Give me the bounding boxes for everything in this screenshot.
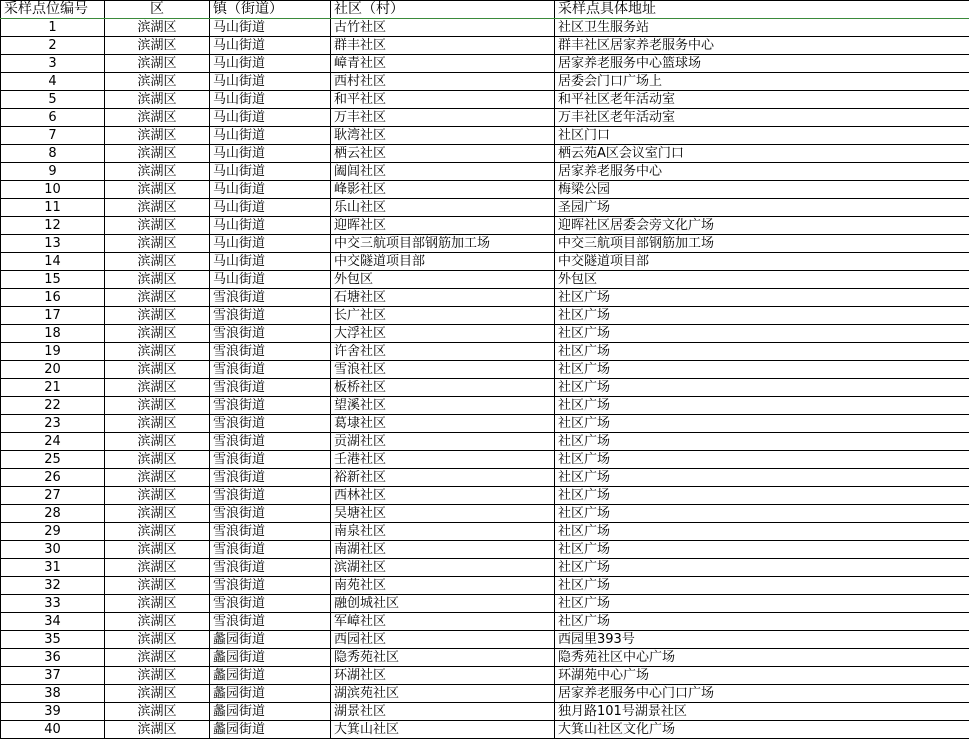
cell-town[interactable]: 马山街道 [210,109,331,127]
cell-district[interactable]: 滨湖区 [105,685,210,703]
cell-address[interactable]: 社区广场 [555,541,969,559]
cell-community[interactable]: 滨湖社区 [331,559,555,577]
cell-community[interactable]: 长广社区 [331,307,555,325]
cell-town[interactable]: 雪浪街道 [210,487,331,505]
table-row [1,649,969,667]
cell-address[interactable]: 隐秀苑社区中心广场 [555,649,969,667]
cell-district[interactable]: 滨湖区 [105,415,210,433]
cell-district[interactable]: 滨湖区 [105,613,210,631]
cell-community[interactable]: 湖滨苑社区 [331,685,555,703]
cell-town[interactable]: 雪浪街道 [210,595,331,613]
cell-point-id[interactable]: 34 [1,613,105,631]
cell-town[interactable]: 蠡园街道 [210,649,331,667]
header-town[interactable]: 镇（街道） [210,1,331,19]
cell-community[interactable]: 隐秀苑社区 [331,649,555,667]
cell-community[interactable]: 乐山社区 [331,199,555,217]
cell-address[interactable]: 西园里393号 [555,631,969,649]
cell-address[interactable]: 社区广场 [555,361,969,379]
cell-address[interactable]: 社区广场 [555,523,969,541]
cell-town[interactable]: 雪浪街道 [210,523,331,541]
table-row [1,487,969,505]
cell-point-id[interactable]: 8 [1,145,105,163]
cell-town[interactable]: 蠡园街道 [210,631,331,649]
cell-community[interactable]: 南湖社区 [331,541,555,559]
cell-address[interactable]: 社区广场 [555,325,969,343]
table-row [1,19,969,37]
cell-community[interactable]: 石塘社区 [331,289,555,307]
cell-town[interactable]: 雪浪街道 [210,613,331,631]
cell-community[interactable]: 吴塘社区 [331,505,555,523]
cell-town[interactable]: 雪浪街道 [210,433,331,451]
cell-address[interactable]: 栖云苑A区会议室门口 [555,145,969,163]
cell-point-id[interactable]: 31 [1,559,105,577]
table-row [1,397,969,415]
cell-district[interactable]: 滨湖区 [105,37,210,55]
cell-point-id[interactable]: 4 [1,73,105,91]
cell-point-id[interactable]: 36 [1,649,105,667]
cell-community[interactable]: 外包区 [331,271,555,289]
cell-community[interactable]: 中交隧道项目部 [331,253,555,271]
table-row [1,235,969,253]
cell-town[interactable]: 雪浪街道 [210,307,331,325]
cell-district[interactable]: 滨湖区 [105,325,210,343]
header-point-id[interactable]: 采样点位编号 [1,1,105,19]
cell-point-id[interactable]: 33 [1,595,105,613]
header-community[interactable]: 社区（村） [331,1,555,19]
table-row [1,181,969,199]
cell-town[interactable]: 马山街道 [210,235,331,253]
cell-point-id[interactable]: 40 [1,721,105,739]
cell-point-id[interactable]: 39 [1,703,105,721]
cell-address[interactable]: 群丰社区居家养老服务中心 [555,37,969,55]
cell-community[interactable]: 阖闾社区 [331,163,555,181]
cell-town[interactable]: 雪浪街道 [210,541,331,559]
cell-point-id[interactable]: 5 [1,91,105,109]
cell-point-id[interactable]: 27 [1,487,105,505]
cell-community[interactable]: 栖云社区 [331,145,555,163]
cell-town[interactable]: 蠡园街道 [210,667,331,685]
cell-community[interactable]: 板桥社区 [331,379,555,397]
cell-address[interactable]: 社区广场 [555,433,969,451]
cell-point-id[interactable]: 37 [1,667,105,685]
cell-district[interactable]: 滨湖区 [105,55,210,73]
cell-address[interactable]: 社区广场 [555,505,969,523]
cell-point-id[interactable]: 1 [1,19,105,37]
cell-address[interactable]: 社区广场 [555,451,969,469]
table-row [1,145,969,163]
table-row [1,325,969,343]
table-row [1,577,969,595]
cell-district[interactable]: 滨湖区 [105,91,210,109]
cell-district[interactable]: 滨湖区 [105,109,210,127]
table-row [1,541,969,559]
cell-address[interactable]: 社区广场 [555,469,969,487]
cell-district[interactable]: 滨湖区 [105,217,210,235]
cell-address[interactable]: 社区广场 [555,613,969,631]
cell-district[interactable]: 滨湖区 [105,721,210,739]
cell-community[interactable]: 南苑社区 [331,577,555,595]
cell-address[interactable]: 独月路101号湖景社区 [555,703,969,721]
cell-point-id[interactable]: 38 [1,685,105,703]
cell-address[interactable]: 万丰社区老年活动室 [555,109,969,127]
cell-community[interactable]: 西林社区 [331,487,555,505]
cell-town[interactable]: 马山街道 [210,145,331,163]
cell-district[interactable]: 滨湖区 [105,523,210,541]
cell-town[interactable]: 蠡园街道 [210,721,331,739]
cell-community[interactable]: 峰影社区 [331,181,555,199]
cell-district[interactable]: 滨湖区 [105,145,210,163]
table-row [1,199,969,217]
cell-address[interactable]: 社区广场 [555,343,969,361]
table-row [1,109,969,127]
cell-district[interactable]: 滨湖区 [105,379,210,397]
cell-district[interactable]: 滨湖区 [105,703,210,721]
cell-town[interactable]: 雪浪街道 [210,505,331,523]
cell-point-id[interactable]: 3 [1,55,105,73]
table-row [1,217,969,235]
table-row [1,631,969,649]
cell-address[interactable]: 中交三航项目部钢筋加工场 [555,235,969,253]
cell-community[interactable]: 望溪社区 [331,397,555,415]
cell-point-id[interactable]: 26 [1,469,105,487]
cell-address[interactable]: 外包区 [555,271,969,289]
cell-point-id[interactable]: 6 [1,109,105,127]
cell-town[interactable]: 雪浪街道 [210,343,331,361]
cell-community[interactable]: 和平社区 [331,91,555,109]
cell-community[interactable]: 壬港社区 [331,451,555,469]
cell-town[interactable]: 马山街道 [210,91,331,109]
cell-community[interactable]: 许舍社区 [331,343,555,361]
cell-point-id[interactable]: 21 [1,379,105,397]
table-row [1,613,969,631]
cell-community[interactable]: 南泉社区 [331,523,555,541]
cell-address[interactable]: 社区广场 [555,415,969,433]
cell-point-id[interactable]: 13 [1,235,105,253]
table-row [1,721,969,739]
cell-town[interactable]: 马山街道 [210,55,331,73]
table-row [1,55,969,73]
cell-town[interactable]: 马山街道 [210,217,331,235]
cell-town[interactable]: 马山街道 [210,181,331,199]
cell-district[interactable]: 滨湖区 [105,631,210,649]
table-row [1,37,969,55]
header-row [1,1,969,19]
cell-point-id[interactable]: 18 [1,325,105,343]
cell-address[interactable]: 迎晖社区居委会旁文化广场 [555,217,969,235]
table-row [1,163,969,181]
cell-town[interactable]: 雪浪街道 [210,469,331,487]
table-row [1,379,969,397]
cell-town[interactable]: 雪浪街道 [210,451,331,469]
table-row [1,433,969,451]
cell-address[interactable]: 圣园广场 [555,199,969,217]
cell-address[interactable]: 社区广场 [555,487,969,505]
header-address[interactable]: 采样点具体地址 [555,1,969,19]
cell-district[interactable]: 滨湖区 [105,541,210,559]
cell-district[interactable]: 滨湖区 [105,343,210,361]
cell-address[interactable]: 社区广场 [555,595,969,613]
table-row [1,451,969,469]
cell-town[interactable]: 雪浪街道 [210,325,331,343]
table-row [1,559,969,577]
cell-address[interactable]: 大箕山社区文化广场 [555,721,969,739]
table-row [1,91,969,109]
cell-district[interactable]: 滨湖区 [105,289,210,307]
cell-district[interactable]: 滨湖区 [105,127,210,145]
table-row [1,307,969,325]
cell-community[interactable]: 古竹社区 [331,19,555,37]
cell-town[interactable]: 马山街道 [210,19,331,37]
cell-town[interactable]: 雪浪街道 [210,289,331,307]
cell-district[interactable]: 滨湖区 [105,199,210,217]
cell-point-id[interactable]: 16 [1,289,105,307]
table-row [1,343,969,361]
cell-point-id[interactable]: 19 [1,343,105,361]
cell-community[interactable]: 裕新社区 [331,469,555,487]
cell-address[interactable]: 社区广场 [555,559,969,577]
cell-district[interactable]: 滨湖区 [105,451,210,469]
cell-point-id[interactable]: 23 [1,415,105,433]
cell-community[interactable]: 嶂青社区 [331,55,555,73]
cell-community[interactable]: 迎晖社区 [331,217,555,235]
table-row [1,595,969,613]
cell-district[interactable]: 滨湖区 [105,397,210,415]
cell-point-id[interactable]: 29 [1,523,105,541]
cell-town[interactable]: 马山街道 [210,163,331,181]
table-row [1,271,969,289]
cell-point-id[interactable]: 7 [1,127,105,145]
cell-community[interactable]: 大箕山社区 [331,721,555,739]
table-row [1,667,969,685]
cell-community[interactable]: 雪浪社区 [331,361,555,379]
table-row [1,703,969,721]
cell-district[interactable]: 滨湖区 [105,307,210,325]
cell-district[interactable]: 滨湖区 [105,19,210,37]
cell-community[interactable]: 西园社区 [331,631,555,649]
cell-point-id[interactable]: 9 [1,163,105,181]
cell-address[interactable]: 居委会门口广场上 [555,73,969,91]
cell-community[interactable]: 万丰社区 [331,109,555,127]
cell-address[interactable]: 社区广场 [555,307,969,325]
cell-address[interactable]: 社区门口 [555,127,969,145]
cell-point-id[interactable]: 30 [1,541,105,559]
cell-town[interactable]: 马山街道 [210,37,331,55]
cell-town[interactable]: 雪浪街道 [210,361,331,379]
cell-address[interactable]: 社区广场 [555,289,969,307]
cell-point-id[interactable]: 25 [1,451,105,469]
cell-town[interactable]: 马山街道 [210,253,331,271]
cell-district[interactable]: 滨湖区 [105,73,210,91]
cell-point-id[interactable]: 14 [1,253,105,271]
cell-town[interactable]: 雪浪街道 [210,397,331,415]
cell-point-id[interactable]: 11 [1,199,105,217]
cell-point-id[interactable]: 35 [1,631,105,649]
cell-community[interactable]: 融创城社区 [331,595,555,613]
cell-community[interactable]: 群丰社区 [331,37,555,55]
cell-town[interactable]: 雪浪街道 [210,559,331,577]
cell-address[interactable]: 和平社区老年活动室 [555,91,969,109]
cell-address[interactable]: 社区广场 [555,379,969,397]
table-row [1,415,969,433]
cell-address[interactable]: 社区卫生服务站 [555,19,969,37]
cell-district[interactable]: 滨湖区 [105,559,210,577]
cell-community[interactable]: 大浮社区 [331,325,555,343]
cell-address[interactable]: 居家养老服务中心 [555,163,969,181]
cell-point-id[interactable]: 15 [1,271,105,289]
cell-address[interactable]: 社区广场 [555,577,969,595]
cell-town[interactable]: 雪浪街道 [210,415,331,433]
cell-point-id[interactable]: 2 [1,37,105,55]
cell-district[interactable]: 滨湖区 [105,361,210,379]
cell-town[interactable]: 雪浪街道 [210,577,331,595]
header-district[interactable]: 区 [105,1,210,19]
cell-community[interactable]: 环湖社区 [331,667,555,685]
cell-district[interactable]: 滨湖区 [105,577,210,595]
cell-district[interactable]: 滨湖区 [105,271,210,289]
cell-town[interactable]: 马山街道 [210,199,331,217]
cell-district[interactable]: 滨湖区 [105,505,210,523]
table-row [1,289,969,307]
cell-community[interactable]: 贡湖社区 [331,433,555,451]
cell-district[interactable]: 滨湖区 [105,163,210,181]
cell-address[interactable]: 社区广场 [555,397,969,415]
cell-town[interactable]: 马山街道 [210,271,331,289]
cell-point-id[interactable]: 17 [1,307,105,325]
cell-district[interactable]: 滨湖区 [105,469,210,487]
table-row [1,127,969,145]
cell-district[interactable]: 滨湖区 [105,649,210,667]
cell-town[interactable]: 马山街道 [210,73,331,91]
table-row [1,253,969,271]
cell-point-id[interactable]: 10 [1,181,105,199]
cell-town[interactable]: 蠡园街道 [210,685,331,703]
cell-community[interactable]: 西村社区 [331,73,555,91]
cell-community[interactable]: 湖景社区 [331,703,555,721]
cell-district[interactable]: 滨湖区 [105,667,210,685]
cell-community[interactable]: 葛埭社区 [331,415,555,433]
cell-point-id[interactable]: 32 [1,577,105,595]
cell-point-id[interactable]: 20 [1,361,105,379]
cell-district[interactable]: 滨湖区 [105,487,210,505]
table-row [1,469,969,487]
cell-community[interactable]: 耿湾社区 [331,127,555,145]
cell-point-id[interactable]: 22 [1,397,105,415]
table-row [1,685,969,703]
cell-community[interactable]: 军嶂社区 [331,613,555,631]
table-row [1,73,969,91]
cell-town[interactable]: 马山街道 [210,127,331,145]
cell-district[interactable]: 滨湖区 [105,181,210,199]
cell-address[interactable]: 居家养老服务中心门口广场 [555,685,969,703]
cell-address[interactable]: 梅梁公园 [555,181,969,199]
table-row [1,523,969,541]
cell-district[interactable]: 滨湖区 [105,595,210,613]
cell-point-id[interactable]: 12 [1,217,105,235]
table-row [1,505,969,523]
cell-address[interactable]: 居家养老服务中心篮球场 [555,55,969,73]
cell-point-id[interactable]: 28 [1,505,105,523]
cell-address[interactable]: 环湖苑中心广场 [555,667,969,685]
table-row [1,361,969,379]
cell-point-id[interactable]: 24 [1,433,105,451]
cell-district[interactable]: 滨湖区 [105,235,210,253]
cell-address[interactable]: 中交隧道项目部 [555,253,969,271]
cell-district[interactable]: 滨湖区 [105,253,210,271]
cell-community[interactable]: 中交三航项目部钢筋加工场 [331,235,555,253]
cell-town[interactable]: 雪浪街道 [210,379,331,397]
cell-district[interactable]: 滨湖区 [105,433,210,451]
cell-town[interactable]: 蠡园街道 [210,703,331,721]
